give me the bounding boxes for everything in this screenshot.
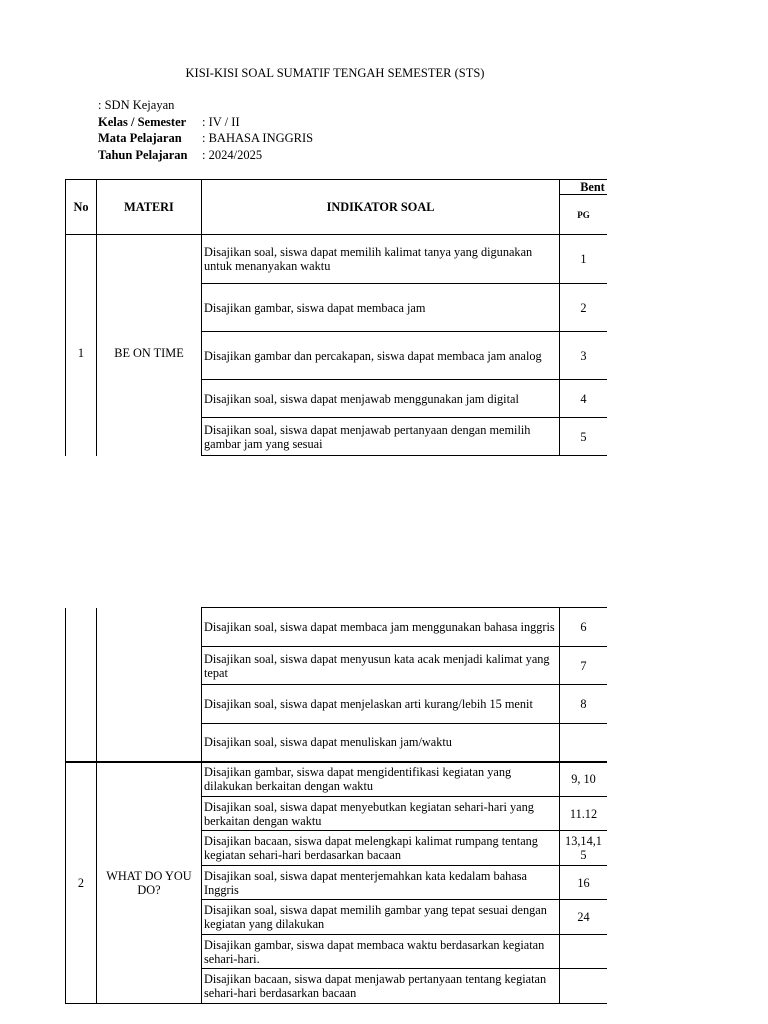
info-value: : BAHASA INGGRIS <box>202 131 314 145</box>
section-no-continued <box>66 608 97 762</box>
pg-cell: 7 <box>560 647 608 685</box>
indikator-cell: Disajikan soal, siswa dapat membaca jam menggunakan bahasa inggris <box>202 608 560 647</box>
pg-cell: 13,14,15 <box>560 831 608 866</box>
header-pg: PG <box>560 195 608 235</box>
indikator-cell: Disajikan soal, siswa dapat menyusun kata acak menjadi kalimat yang tepat <box>202 647 560 685</box>
indikator-cell: Disajikan gambar, siswa dapat membaca waktu berdasarkan kegiatan sehari-hari. <box>202 935 560 969</box>
indikator-cell: Disajikan soal, siswa dapat menjawab pertanyaan dengan memilih gambar jam yang sesuai <box>202 418 560 456</box>
info-mapel <box>98 130 313 146</box>
info-value: : IV / II <box>202 115 240 129</box>
info-kelas <box>98 114 240 130</box>
document-title: KISI-KISI SOAL SUMATIF TENGAH SEMESTER (STS) <box>185 66 485 80</box>
section-materi: WHAT DO YOU DO? <box>97 762 202 1004</box>
pg-cell <box>560 969 608 1004</box>
indikator-cell: Disajikan gambar dan percakapan, siswa dapat membaca jam analog <box>202 332 560 380</box>
pg-cell: 6 <box>560 608 608 647</box>
pg-cell: 9, 10 <box>560 762 608 797</box>
pg-cell: 8 <box>560 685 608 724</box>
table-page-1 <box>65 179 607 456</box>
info-tahun <box>98 147 262 163</box>
info-label: Tahun Pelajaran <box>98 148 188 162</box>
indikator-cell: Disajikan bacaan, siswa dapat menjawab pertanyaan tentang kegiatan sehari-hari berdasarkan bacaan <box>202 969 560 1004</box>
indikator-cell: Disajikan soal, siswa dapat menuliskan jam/waktu <box>202 724 560 762</box>
indikator-cell: Disajikan soal, siswa dapat menjawab menggunakan jam digital <box>202 380 560 418</box>
section-materi-continued <box>97 608 202 762</box>
info-label: Kelas / Semester <box>98 115 187 129</box>
pg-cell: 4 <box>560 380 608 418</box>
pg-cell: 2 <box>560 284 608 332</box>
section-materi: BE ON TIME <box>97 235 202 456</box>
indikator-cell: Disajikan soal, siswa dapat menjelaskan arti kurang/lebih 15 menit <box>202 685 560 724</box>
header-indikator: INDIKATOR SOAL <box>202 180 560 235</box>
pg-cell <box>560 724 608 762</box>
indikator-cell: Disajikan gambar, siswa dapat membaca jam <box>202 284 560 332</box>
indikator-cell: Disajikan soal, siswa dapat memilih kalimat tanya yang digunakan untuk menanyakan waktu <box>202 235 560 284</box>
pg-cell <box>560 935 608 969</box>
info-label: Mata Pelajaran <box>98 131 182 145</box>
pg-cell: 1 <box>560 235 608 284</box>
indikator-cell: Disajikan soal, siswa dapat memilih gambar yang tepat sesuai dengan kegiatan yang dilakukan <box>202 900 560 935</box>
indikator-cell: Disajikan soal, siswa dapat menyebutkan kegiatan sehari-hari yang berkaitan dengan waktu <box>202 797 560 831</box>
indikator-cell: Disajikan gambar, siswa dapat mengidentifikasi kegiatan yang dilakukan berkaitan dengan waktu <box>202 762 560 797</box>
school-name: : SDN Kejayan <box>98 98 175 112</box>
pg-cell: 16 <box>560 866 608 900</box>
table-page-2 <box>65 607 607 1007</box>
section-no: 1 <box>66 235 97 456</box>
info-value: : 2024/2025 <box>202 148 263 162</box>
header-materi: MATERI <box>97 180 202 235</box>
section-no: 2 <box>66 762 97 1004</box>
indikator-cell: Disajikan soal, siswa dapat menterjemahkan kata kedalam bahasa Inggris <box>202 866 560 900</box>
header-no: No <box>66 180 97 235</box>
pg-cell: 11.12 <box>560 797 608 831</box>
pg-cell: 24 <box>560 900 608 935</box>
header-bentuk: Bent <box>560 180 608 195</box>
pg-cell: 5 <box>560 418 608 456</box>
pg-cell: 3 <box>560 332 608 380</box>
indikator-cell: Disajikan bacaan, siswa dapat melengkapi kalimat rumpang tentang kegiatan sehari-hari berdasarkan bacaan <box>202 831 560 866</box>
